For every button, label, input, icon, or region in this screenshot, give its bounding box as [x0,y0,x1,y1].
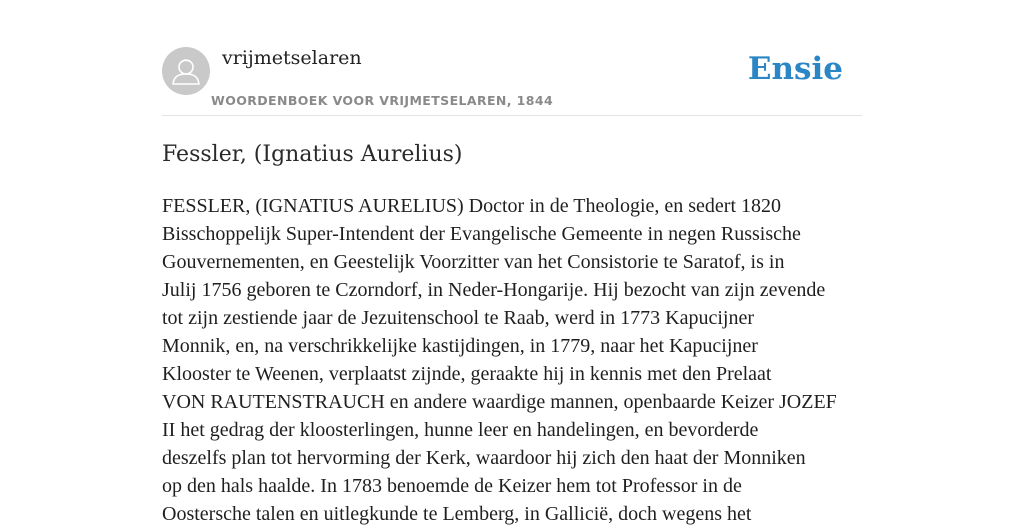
body-line: Bisschoppelijk Super-Intendent der Evangelische Gemeente in negen Russische [162,223,801,245]
body-line: op den hals haalde. In 1783 benoemde de Keizer hem tot Professor in de [162,475,742,497]
source-label[interactable]: WOORDENBOEK VOOR VRIJMETSELAREN, 1844 [211,93,554,108]
ensie-logo[interactable]: Ensie [747,51,843,87]
entry-body [162,192,866,528]
body-line: II het gedrag der kloosterlingen, hunne leer en handelingen, en bevorderde [162,419,759,441]
body-line: VON RAUTENSTRAUCH en andere waardige mannen, openbaarde Keizer JOZEF [162,391,837,413]
user-silhouette-icon [162,47,210,95]
body-line: deszelfs plan tot hervorming der Kerk, waardoor hij zich den haat der Monniken [162,447,806,469]
entry-header [162,0,862,116]
body-line: Klooster te Weenen, verplaatst zijnde, geraakte hij in kennis met den Prelaat [162,363,772,385]
username-link[interactable]: vrijmetselaren [222,47,362,69]
body-line: Oostersche talen en uitlegkunde te Lemberg, in Gallicië, doch wegens het [162,503,752,525]
body-line: FESSLER, (IGNATIUS AURELIUS) Doctor in de Theologie, en sedert 1820 [162,195,782,217]
entry-title: Fessler, (Ignatius Aurelius) [162,142,463,167]
body-line: tot zijn zestiende jaar de Jezuitenschool te Raab, werd in 1773 Kapucijner [162,307,755,329]
body-line: Julij 1756 geboren te Czorndorf, in Neder-Hongarije. Hij bezocht van zijn zevende [162,279,826,301]
avatar[interactable] [162,47,210,95]
body-line: Gouvernementen, en Geestelijk Voorzitter van het Consistorie te Saratof, is in [162,251,785,273]
body-line: Monnik, en, na verschrikkelijke kastijdingen, in 1779, naar het Kapucijner [162,335,758,357]
